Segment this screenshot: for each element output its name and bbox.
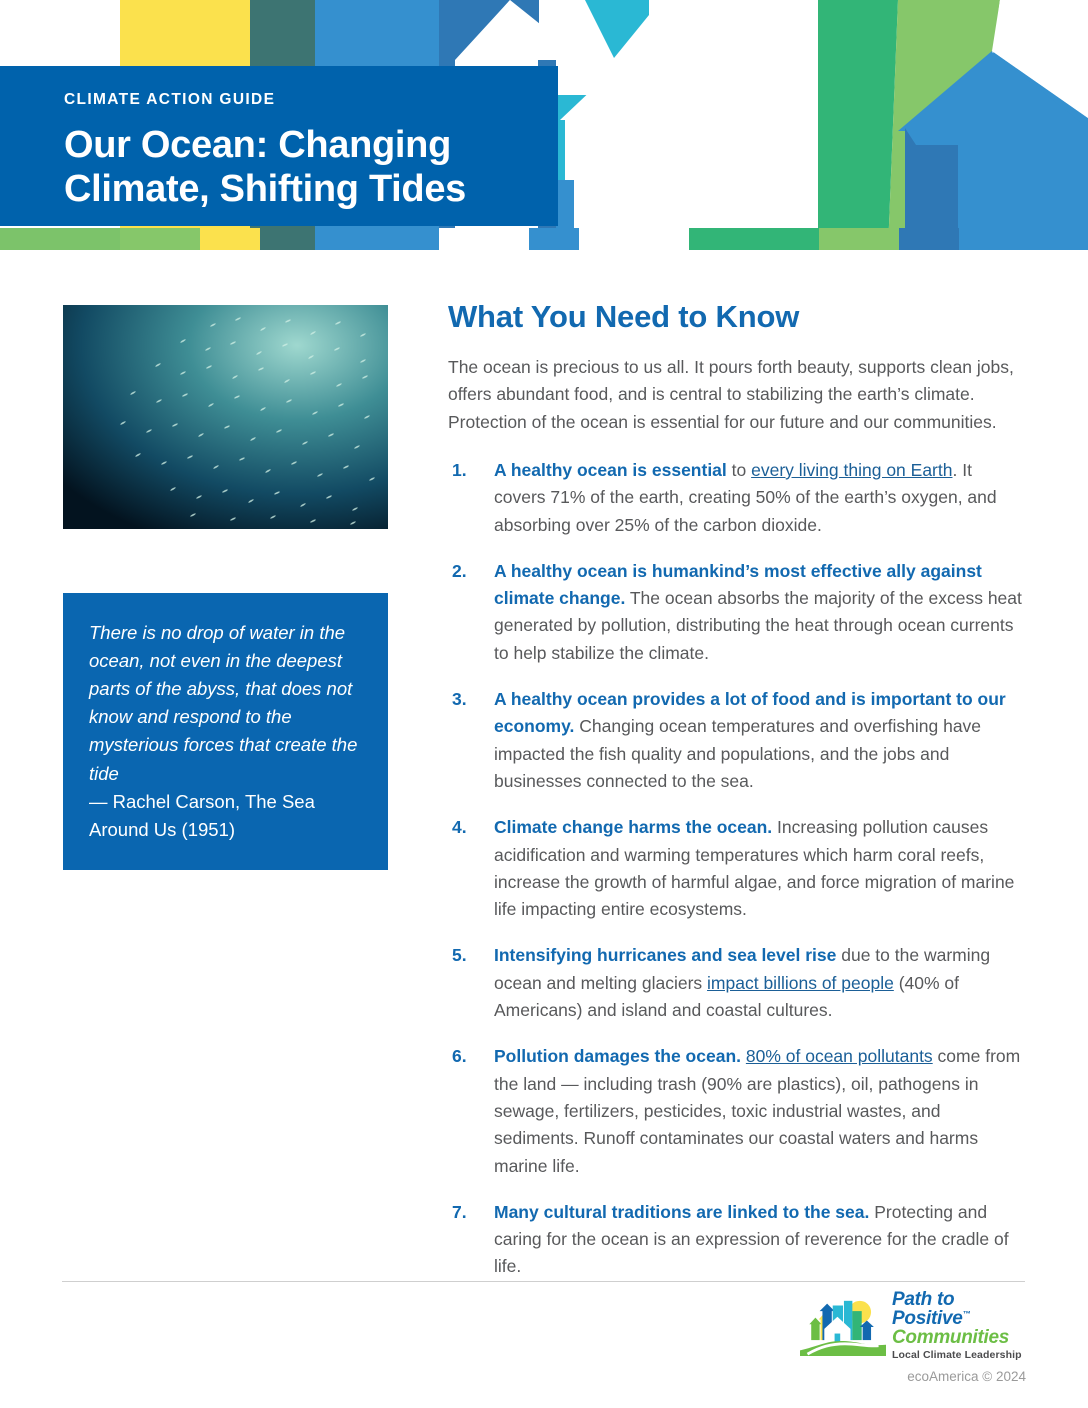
- bar-green: [818, 0, 898, 250]
- fact-lead: A healthy ocean is humankind’s most effective ally against climate change.: [494, 560, 982, 609]
- intro-paragraph: The ocean is precious to us all. It pours forth beauty, supports clean jobs, offers abundant food, and is central to stabilizing the earth’s climate. Protection of the ocean is essential for our future and our communities.: [448, 357, 1014, 432]
- logo-mark-icon: [800, 1296, 886, 1358]
- fish-school-illustration: [63, 305, 388, 529]
- kicker-label: CLIMATE ACTION GUIDE: [64, 91, 276, 108]
- logo-line-1-text: Path to Positive: [892, 1289, 963, 1330]
- title-line-1: Our Ocean: Changing: [64, 123, 451, 166]
- logo-tagline: Local Climate Leadership: [892, 1349, 1022, 1362]
- title-line-2: Climate, Shifting Tides: [64, 167, 467, 210]
- list-number: 4.: [452, 817, 467, 838]
- fact-mid: due to the warming ocean and melting glaciers: [494, 945, 991, 993]
- fact-rest: Changing ocean temperatures and overfishing have impacted the fish quality and populations, and the jobs and businesses connected to the sea.: [494, 716, 982, 791]
- list-item: [448, 1043, 1026, 1179]
- list-number: 7.: [452, 1201, 467, 1222]
- fact-lead: Intensifying hurricanes and sea level rise: [494, 945, 837, 966]
- fact-rest: . It covers 71% of the earth, creating 50% of the earth’s oxygen, and absorbing over 25% of the carbon dioxide.: [494, 459, 997, 535]
- list-number: 2.: [452, 560, 467, 581]
- footer-divider: [62, 1281, 1025, 1282]
- pull-quote: [63, 593, 388, 870]
- list-number: 1.: [452, 459, 467, 480]
- stripe-green: [0, 228, 120, 250]
- logo-line-1: [892, 1290, 1028, 1328]
- fact-lead: A healthy ocean provides a lot of food and is important to our economy.: [494, 689, 1006, 737]
- logo-trademark: ™: [962, 1309, 971, 1319]
- fact-rest: Protecting and caring for the ocean is an expression of reverence for the cradle of life.: [494, 1201, 1009, 1277]
- list-item: [448, 686, 1026, 795]
- fact-lead: Climate change harms the ocean.: [494, 817, 773, 838]
- list-number: 6.: [452, 1046, 467, 1067]
- list-item: [448, 558, 1026, 667]
- facts-list: [448, 457, 1026, 1281]
- main-content: [448, 300, 1026, 1300]
- copyright-text: ecoAmerica © 2024: [907, 1369, 1026, 1384]
- path-to-positive-logo[interactable]: [800, 1289, 1028, 1362]
- logo-wordmark: [892, 1290, 1028, 1364]
- fact-link[interactable]: every living thing on Earth: [751, 459, 953, 480]
- stripe-green-light: [120, 228, 200, 250]
- fact-link[interactable]: impact billions of people: [707, 972, 894, 993]
- list-number: 3.: [452, 689, 467, 710]
- fact-lead: Many cultural traditions are linked to the sea.: [494, 1201, 870, 1222]
- quote-attribution: — Rachel Carson, The Sea Around Us (1951): [89, 790, 315, 840]
- fact-rest: (40% of Americans) and island and coastal cultures.: [494, 972, 960, 1021]
- fact-rest: Increasing pollution causes acidification and warming temperatures which harm coral reefs, increase the growth of harmful algae, and force migration of marine life impacting entire ecosystems.: [494, 817, 1015, 920]
- list-item: [448, 942, 1026, 1024]
- fact-lead: Pollution damages the ocean.: [494, 1046, 741, 1067]
- logo-line-2: Communities: [892, 1327, 1010, 1349]
- list-number: 5.: [452, 945, 467, 966]
- left-column: [63, 305, 388, 870]
- ocean-fish-photo: [63, 305, 388, 529]
- fact-link[interactable]: 80% of ocean pollutants: [745, 1046, 933, 1067]
- list-item: [448, 814, 1026, 923]
- fact-mid: to: [726, 459, 752, 480]
- section-title: What You Need to Know: [448, 299, 800, 334]
- quote-text: There is no drop of water in the ocean, not even in the deepest parts of the abyss, that does not know and respond to the mysterious forces that create the tide: [89, 622, 358, 784]
- stripe-yellow: [200, 228, 260, 250]
- list-item: [448, 457, 1026, 539]
- title-box: [0, 66, 558, 226]
- fact-rest: come from the land — including trash (90% are plastics), oil, pathogens in sewage, fertilizers, pesticides, toxic industrial wastes, and sediments. Runoff contaminates our coastal waters and harms marine life.: [494, 1046, 1021, 1176]
- stripe-blue: [315, 228, 439, 250]
- list-item: [448, 1199, 1026, 1281]
- page-title: [64, 123, 558, 212]
- fact-rest: The ocean absorbs the majority of the excess heat generated by pollution, distributing the heat through ocean currents to help stabilize the climate.: [494, 588, 1022, 663]
- header-banner: [0, 0, 1088, 250]
- stripe-teal: [260, 228, 315, 250]
- fact-lead: A healthy ocean is essential: [494, 459, 727, 480]
